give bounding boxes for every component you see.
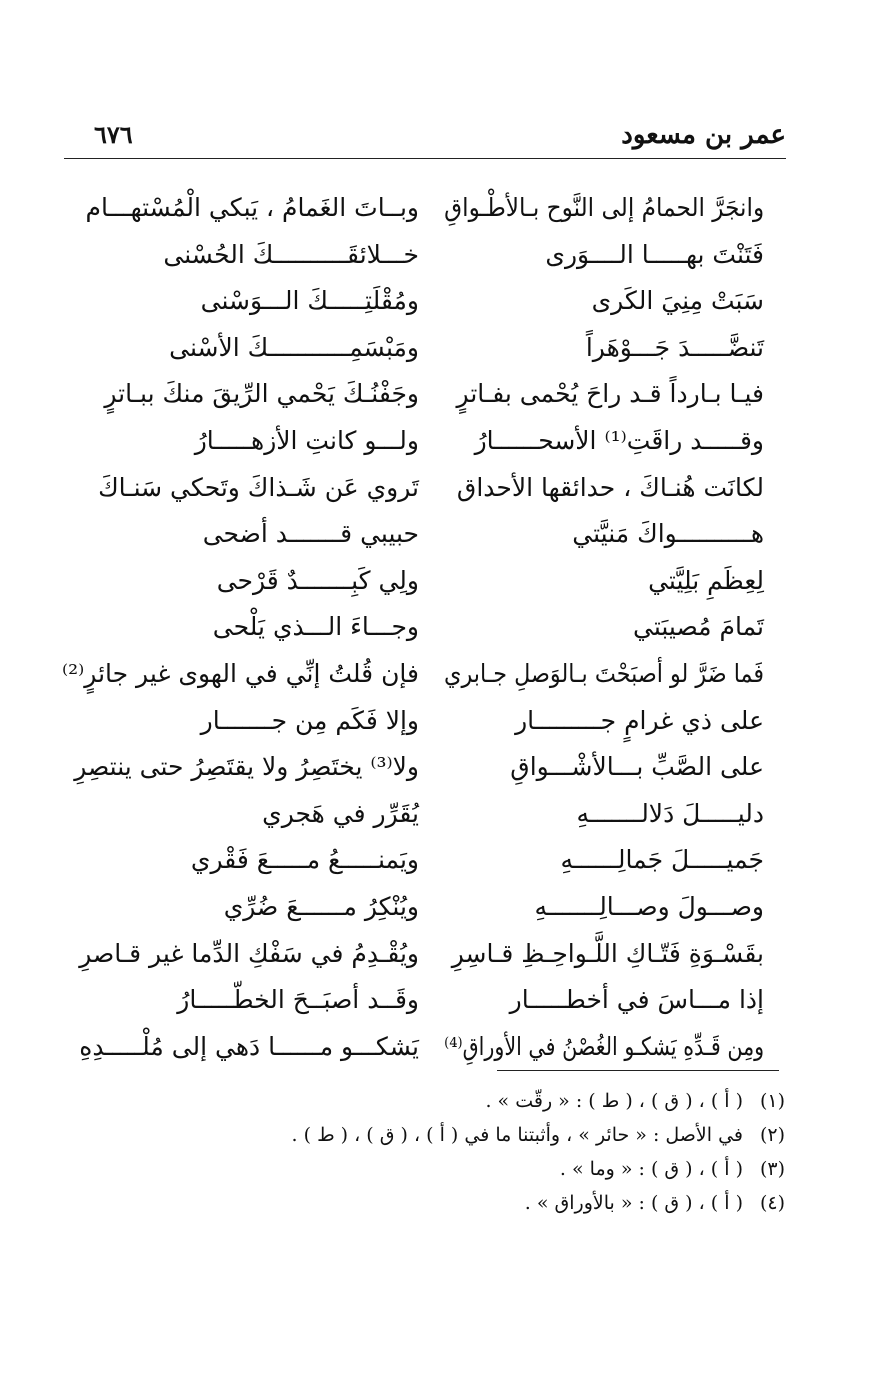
verse-line [0, 281, 879, 328]
footnote [250, 1188, 785, 1222]
verse-second-hemistich: على ذي غرامٍ جـــــــــار [515, 705, 764, 735]
verse-second-hemistich: بقَسْـوَةِ فَتّـاكِ اللَّـواحِـظِ قـاسِرِ [451, 938, 764, 968]
verse-line [0, 514, 879, 561]
verse-second-hemistich: هــــــــــواكَ مَنيَّتي [572, 519, 764, 549]
verse-first-hemistich: يُقَرِّر في هَجري [262, 798, 419, 828]
verse-second-hemistich: فَما ضَرَّ لو أصبَحْتَ بـالوَصلِ جـابري [444, 658, 764, 688]
footnote-number: (٣) [759, 1158, 785, 1180]
poem-verses [0, 188, 879, 1073]
verse-first-hemistich: ويُقْـدِمُ في سَفْكِ الدِّما غير قـاصرِ [79, 938, 419, 968]
verse-second-hemistich: جَميـــــلَ جَمالِــــــهِ [560, 845, 764, 875]
verse-first-hemistich: ومَبْسَمِـــــــــــكَ الأسْنى [169, 332, 419, 362]
verse-first-hemistich: ويَمنـــــعُ مـــــعَ فَقْري [190, 845, 419, 875]
verse-first-hemistich: ولـــو كانتِ الأزهـــــارُ [194, 425, 419, 455]
verse-first-hemistich: وجـــاءَ الـــذي يَلْحى [212, 612, 419, 642]
verse-first-hemistich: يَشكـــو مــــــا دَهي إلى مُلْـــــدِهِ [79, 1031, 419, 1061]
verse-second-hemistich: سَبَتْ مِنِيَ الكَرى [591, 286, 764, 316]
running-header [64, 118, 786, 159]
verse-second-hemistich: إذا مـــاسَ في أخطـــــار [509, 985, 764, 1015]
verse-second-hemistich: وانجَرَّ الحمامُ إلى النَّوح بـالأطْـواقِ [444, 193, 764, 222]
verse-first-hemistich: وقَــد أصبَــحَ الخطّـــــارُ [177, 985, 419, 1015]
verse-second-hemistich: فيـا بـارداً قـد راحَ يُحْمى بفـاترٍ [456, 379, 764, 409]
verse-second-hemistich: لكانَت هُنـاكَ ، حدائقها الأحداق [456, 472, 764, 502]
verse-second-hemistich: تَنضَّـــــدَ جَـــوْهَراً [585, 332, 764, 362]
verse-line [0, 887, 879, 934]
verse-first-hemistich: حبيبي قـــــــد أضحى [202, 519, 419, 549]
verse-line [0, 701, 879, 748]
verse-second-hemistich: وصـــولَ وصـــالِـــــــهِ [534, 891, 764, 921]
verse-line [0, 421, 879, 468]
footnote-number: (١) [759, 1090, 785, 1112]
footnote-number: (٢) [759, 1124, 785, 1146]
verse-line [0, 840, 879, 887]
verse-second-hemistich: دليـــــلَ دَلالـــــــهِ [576, 798, 764, 828]
footnote-text: ( أ ) ، ( ق ) : « وما » . [559, 1158, 743, 1180]
verse-first-hemistich: وإلا فَكَم مِن جـــــــار [200, 705, 419, 735]
verse-first-hemistich: وجَفْنُـكَ يَحْمي الرِّيقَ منكَ ببـاترٍ [104, 379, 419, 409]
verse-line [0, 374, 879, 421]
verse-line [0, 235, 879, 282]
footnote-number: (٤) [759, 1192, 785, 1214]
verse-second-hemistich: تَمامَ مُصيبَتي [633, 612, 764, 642]
verse-first-hemistich: فإن قُلتُ إنِّي في الهوى غير جائرٍ⁽²⁾ [61, 658, 419, 688]
verse-line [0, 561, 879, 608]
footnote-text: ( أ ) ، ( ق ) : « بالأوراق » . [524, 1192, 743, 1214]
verse-first-hemistich: ومُقْلَتِـــــكَ الـــوَسْنى [200, 286, 419, 316]
verse-line [0, 328, 879, 375]
verse-line [0, 654, 879, 701]
footnote [250, 1154, 785, 1188]
footnotes [250, 1086, 785, 1222]
verse-first-hemistich: ولا⁽³⁾ يختَصِرُ ولا يقتَصِرُ حتى ينتصِرِ [74, 752, 419, 782]
verse-line [0, 794, 879, 841]
footnote [250, 1086, 785, 1120]
verse-first-hemistich: تَروي عَن شَـذاكَ وتَحكي سَنـاكَ [98, 472, 419, 502]
verse-second-hemistich: فَتَنْتَ بهـــــا الــــوَرى [545, 239, 764, 269]
verse-first-hemistich: خـــلائقَــــــــــكَ الحُسْنى [163, 239, 419, 269]
header-author: عمر بن مسعود [621, 120, 786, 150]
verse-line [0, 188, 879, 235]
verse-first-hemistich: وبــاتَ الغَمامُ ، يَبكي الْمُسْتهـــام [85, 193, 419, 222]
footnote [250, 1120, 785, 1154]
verse-line [0, 980, 879, 1027]
verse-second-hemistich: على الصَّبِّ بـــالأشْـــواقِ [510, 752, 764, 782]
verse-first-hemistich: ولِي كَبِـــــــدٌ قَرْحى [216, 565, 419, 595]
verse-line [0, 934, 879, 981]
verse-second-hemistich: ومِن قَـدِّهِ يَشكـو الغُصْنُ في الأوراقِ⁽⁴⁾ [444, 1031, 764, 1061]
verse-line [0, 607, 879, 654]
footnote-separator [497, 1070, 779, 1071]
footnote-text: ( أ ) ، ( ق ) ، ( ط ) : « رقّت » . [485, 1090, 743, 1112]
verse-line [0, 1027, 879, 1074]
verse-second-hemistich: وقـــــد راقَتِ⁽¹⁾ الأسحــــــارُ [474, 425, 764, 455]
verse-line [0, 747, 879, 794]
footnote-text: في الأصل : « حائر » ، وأثبتنا ما في ( أ ) ، ( ق ) ، ( ط ) . [291, 1124, 743, 1146]
verse-second-hemistich: لِعِظَمِ بَلِيَّتي [648, 565, 764, 595]
page-number: ٦٧٦ [94, 120, 133, 149]
verse-line [0, 468, 879, 515]
verse-first-hemistich: ويُنْكِرُ مــــــعَ ضُرِّي [223, 891, 419, 921]
